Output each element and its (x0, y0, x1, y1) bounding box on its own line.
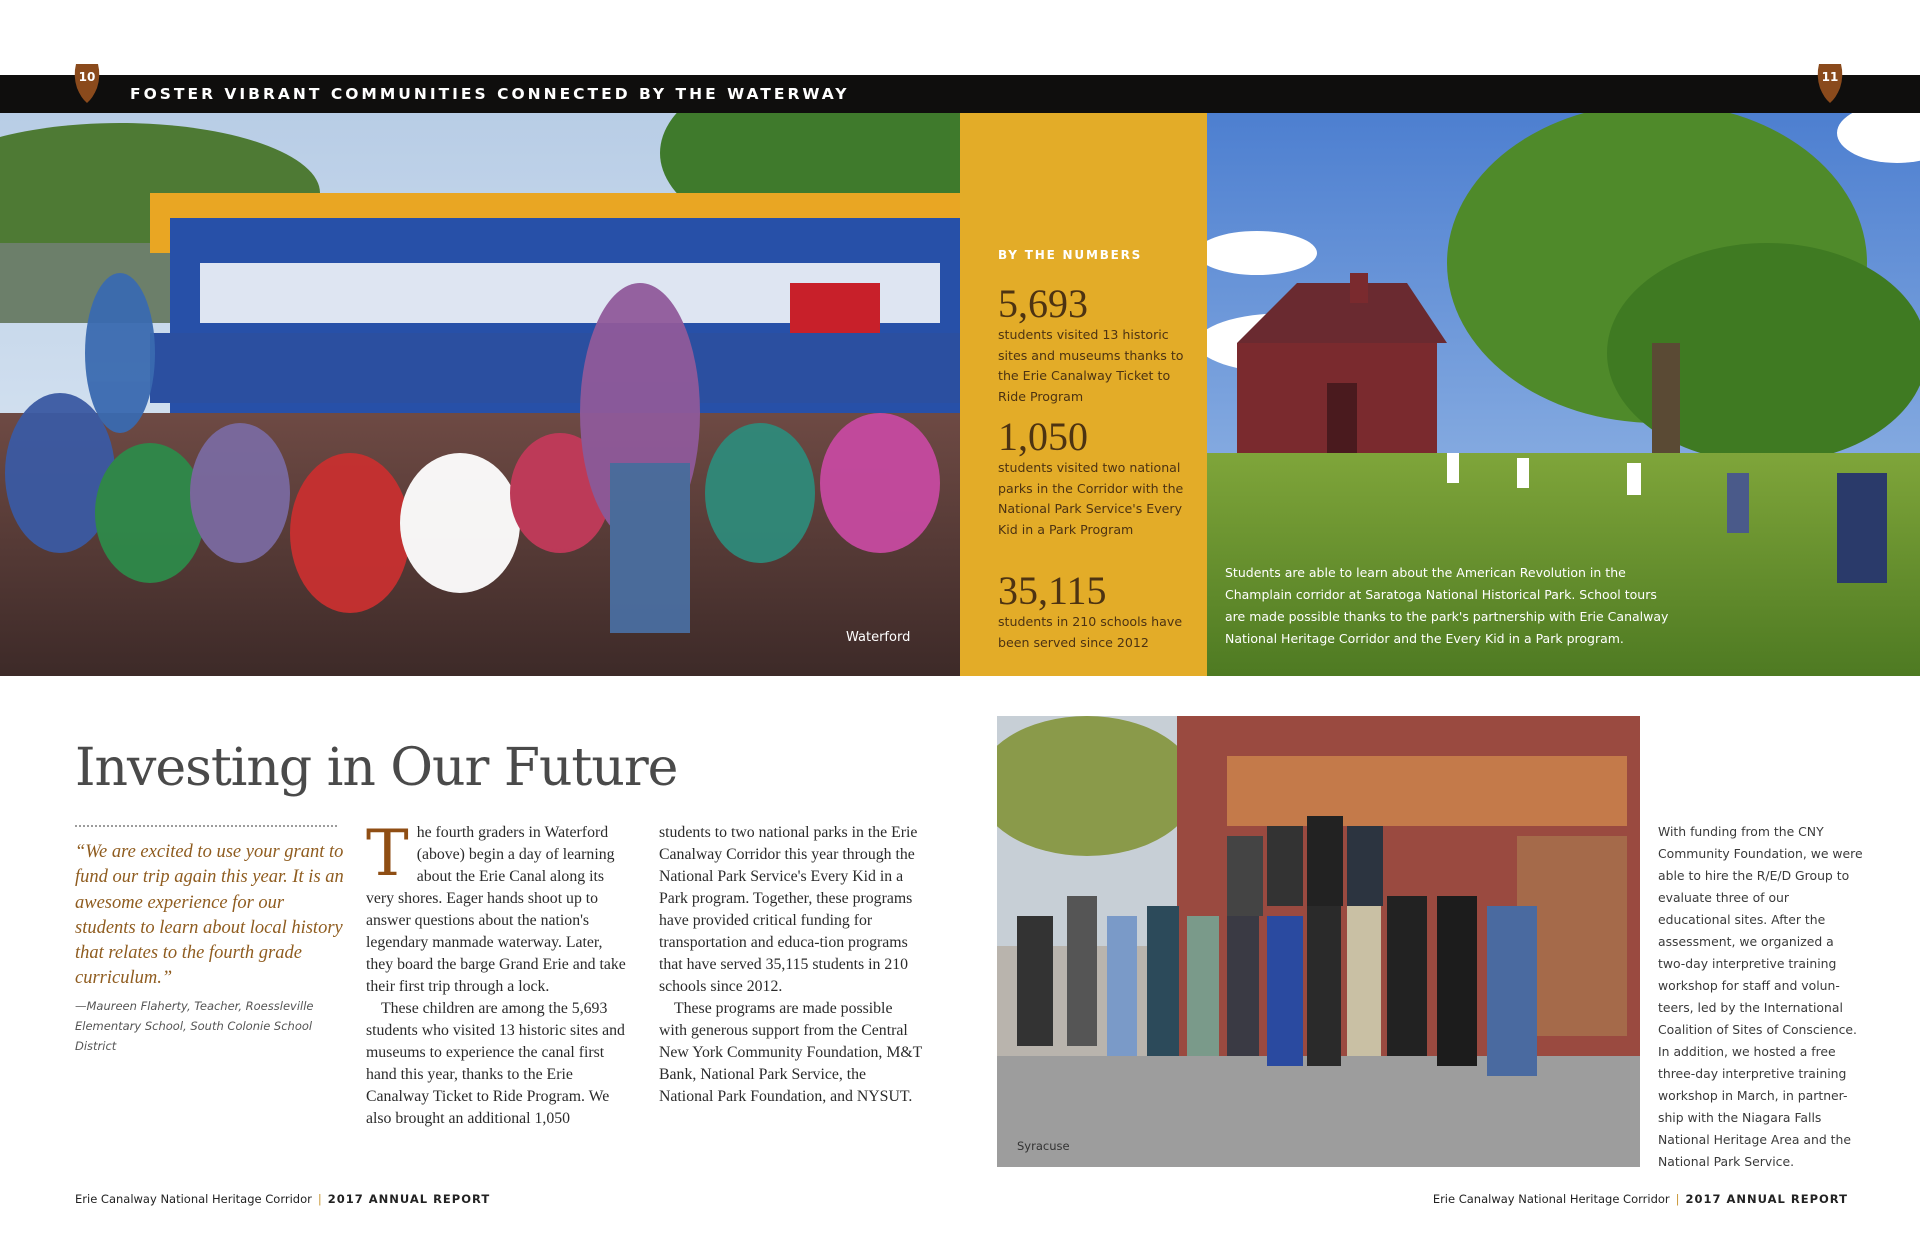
footer-report: 2017 ANNUAL REPORT (1685, 1192, 1848, 1206)
footer-separator: | (1675, 1192, 1680, 1206)
stat-description: students visited two national parks in the Corridor with the National Park Service's Every Kid in a Park Program (998, 460, 1184, 537)
syracuse-caption: Syracuse (1017, 1139, 1070, 1153)
article-column-1 (366, 817, 631, 1130)
footer-right (1433, 1192, 1848, 1206)
banner-title: FOSTER VIBRANT COMMUNITIES CONNECTED BY THE WATERWAY (130, 85, 850, 103)
stat-description: students visited 13 historic sites and museums thanks to the Erie Canalway Ticket to Ride Program (998, 327, 1184, 404)
stat-description: students in 210 schools have been served since 2012 (998, 614, 1183, 650)
stat-value: 5,693 (998, 281, 1088, 326)
waterford-caption: Waterford (846, 630, 911, 645)
stat-schools-served (998, 570, 1198, 653)
stat-value: 35,115 (998, 568, 1107, 613)
stat-ticket-to-ride (998, 283, 1198, 407)
by-the-numbers-panel (960, 113, 1207, 676)
by-the-numbers-heading: BY THE NUMBERS (998, 248, 1143, 262)
training-workshop-text: With funding from the CNY Community Foundation, we were able to hire the R/E/D Group to evaluate three of our educational sites. After the assessment, we organized a two-day interpretive training workshop for staff and volun-teers, led by the International Coalition of Sites of Conscience. In addition, we hosted a free three-day interpretive training workshop in March, in partner-ship with the Niagara Falls National Heritage Area and the National Park Service. (1658, 824, 1863, 1169)
footer-left (75, 1192, 490, 1206)
article-column-2 (659, 822, 924, 1108)
footer-separator: | (317, 1192, 322, 1206)
nps-arrowhead-icon-right (1815, 62, 1845, 104)
page-number-right: 11 (1821, 70, 1839, 84)
footer-org: Erie Canalway National Heritage Corridor (75, 1192, 312, 1206)
paragraph: These children are among the 5,693 students who visited 13 historic sites and museums to experience the canal first hand this year, thanks to the Erie Canalway Ticket to Ride Program. We also brought an additional 1,050 (366, 1000, 625, 1127)
drop-cap: T (366, 817, 409, 891)
page-number-left: 10 (78, 70, 96, 84)
footer-org: Erie Canalway National Heritage Corridor (1432, 1192, 1670, 1206)
paragraph: students to two national parks in the Erie Canalway Corridor this year through the National Park Service's Every Kid in a Park program. Together, these programs have provided critical funding for transportation and educa-tion programs that have served 35,115 students in 210 schools since 2012. (659, 824, 918, 995)
footer-report: 2017 ANNUAL REPORT (327, 1192, 491, 1206)
stat-every-kid-in-a-park (998, 416, 1198, 540)
pull-quote: “We are excited to use your grant to fund our trip again this year. It is an awesome experience for our students to learn about local history that relates to the fourth grade curriculum.” (75, 842, 344, 989)
stat-value: 1,050 (998, 414, 1088, 459)
section-banner (0, 75, 1920, 113)
paragraph: These programs are made possible with generous support from the Central New York Community Foundation, M&T Bank, National Park Service, the National Park Foundation, and NYSUT. (659, 1000, 923, 1105)
nps-arrowhead-icon-left (72, 62, 102, 104)
headline-divider (75, 825, 337, 827)
saratoga-park-photo (1207, 113, 1920, 676)
article-headline: Investing in Our Future (75, 738, 678, 798)
paragraph: he fourth graders in Waterford (above) begin a day of learning about the Erie Canal along its very shores. Eager hands shoot up to answer questions about the nation's legendary manmade waterway. Later, they board the barge Grand Erie and take their first trip through a lock. (366, 824, 626, 995)
syracuse-group-photo (997, 716, 1640, 1167)
waterford-students-photo (0, 113, 960, 676)
saratoga-caption: Students are able to learn about the American Revolution in the Champlain corridor at Saratoga National Historical Park. School tours are made possible thanks to the park's partnership with Erie Canalway National Heritage Corridor and the Every Kid in a Park program. (1225, 565, 1669, 646)
quote-attribution: —Maureen Flaherty, Teacher, Roessleville Elementary School, South Colonie School District (75, 999, 314, 1053)
